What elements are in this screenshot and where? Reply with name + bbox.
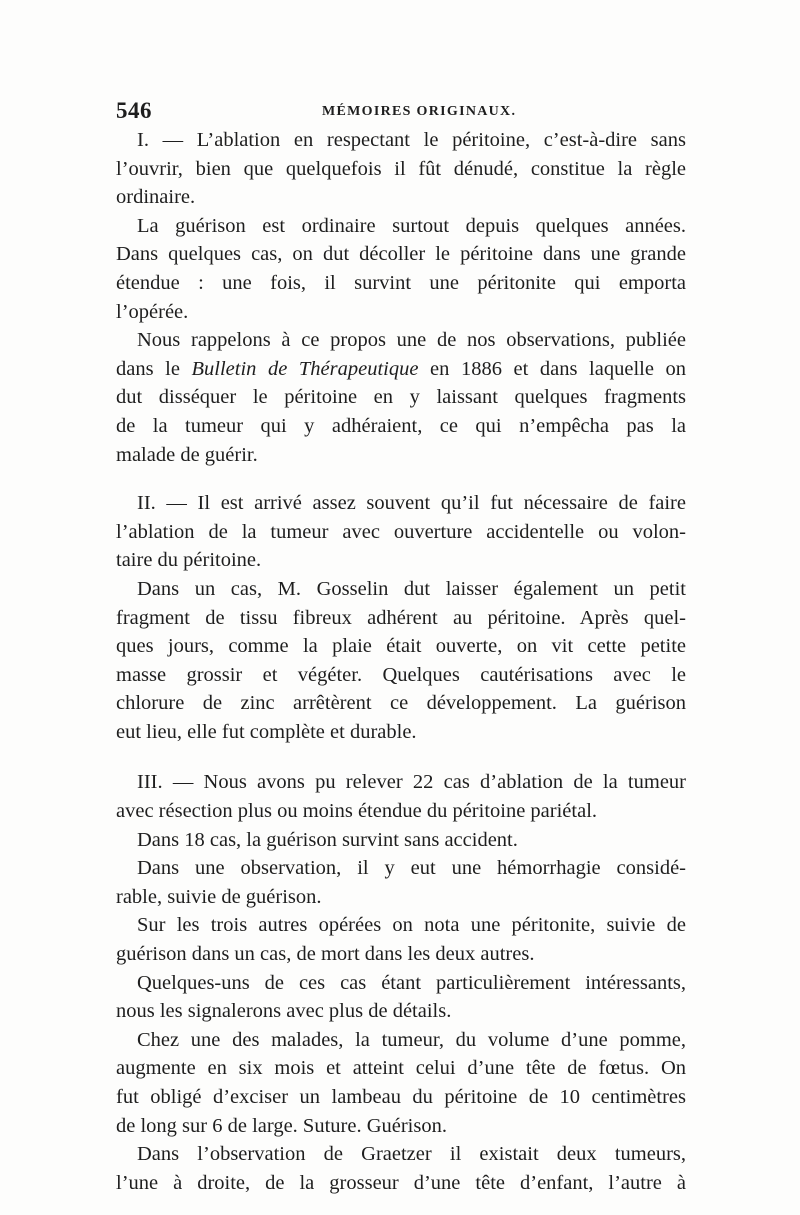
text-line: masse grossir et végéter. Quelques cautérisations avec le bbox=[116, 663, 686, 686]
text-line: eut lieu, elle fut complète et durable. bbox=[116, 720, 417, 743]
text-line: Dans 18 cas, la guérison survint sans accident. bbox=[137, 828, 518, 851]
text-line-with-citation bbox=[116, 355, 686, 384]
text-line: Dans quelques cas, on dut décoller le péritoine dans une grande bbox=[116, 243, 686, 266]
journal-title: Bulletin de Thérapeutique bbox=[191, 357, 419, 380]
text-line: Dans un cas, M. Gosselin dut laisser également un petit bbox=[137, 577, 686, 600]
text-line: de la tumeur qui y adhéraient, ce qui n’empêcha pas la bbox=[116, 414, 686, 437]
paragraph-gap bbox=[116, 469, 686, 489]
text-line: II. — Il est arrivé assez souvent qu’il fut nécessaire de faire bbox=[137, 492, 686, 515]
text-line: Dans une observation, il y eut une hémorrhagie considé- bbox=[137, 857, 686, 880]
text-fragment: en 1886 et dans laquelle on bbox=[418, 357, 687, 380]
text-line: l’une à droite, de la grosseur d’une tête d’enfant, l’autre à bbox=[116, 1171, 686, 1194]
page-number: 546 bbox=[116, 98, 152, 123]
text-line: La guérison est ordinaire surtout depuis quelques années. bbox=[137, 214, 686, 237]
text-line: ordinaire. bbox=[116, 186, 196, 209]
text-line: étendue : une fois, il survint une péritonite qui emporta bbox=[116, 271, 686, 294]
text-line: ques jours, comme la plaie était ouverte, on vit cette petite bbox=[116, 635, 686, 658]
text-line: rable, suivie de guérison. bbox=[116, 885, 322, 908]
text-line: Dans l’observation de Graetzer il existait deux tumeurs, bbox=[137, 1143, 686, 1166]
text-line: Sur les trois autres opérées on nota une péritonite, suivie de bbox=[137, 914, 686, 937]
paragraph-gap bbox=[116, 746, 686, 768]
text-line: l’ouvrir, bien que quelquefois il fût dénudé, constitue la règle bbox=[116, 157, 686, 180]
page-header bbox=[116, 98, 686, 128]
text-line: nous les signalerons avec plus de détails. bbox=[116, 1000, 452, 1023]
text-line: I. — L’ablation en respectant le péritoine, c’est-à-dire sans bbox=[137, 129, 686, 151]
running-head: MÉMOIRES ORIGINAUX. bbox=[322, 104, 517, 119]
text-line: taire du péritoine. bbox=[116, 549, 262, 572]
text-fragment: dans le bbox=[116, 357, 192, 380]
text-line: de long sur 6 de large. Suture. Guérison. bbox=[116, 1114, 447, 1137]
text-line: dut disséquer le péritoine en y laissant quelques fragments bbox=[116, 386, 686, 409]
text-line: augmente en six mois et atteint celui d’une tête de fœtus. On bbox=[116, 1057, 686, 1080]
text-line: Quelques-uns de ces cas étant particulièrement intéressants, bbox=[137, 971, 686, 994]
text-line: chlorure de zinc arrêtèrent ce développement. La guérison bbox=[116, 692, 686, 715]
text-line: malade de guérir. bbox=[116, 443, 258, 466]
text-line: Chez une des malades, la tumeur, du volume d’une pomme, bbox=[137, 1028, 686, 1051]
text-line: fut obligé d’exciser un lambeau du péritoine de 10 centimètres bbox=[116, 1086, 686, 1108]
text-line: III. — Nous avons pu relever 22 cas d’ablation de la tumeur bbox=[137, 771, 686, 794]
text-line: fragment de tissu fibreux adhérent au péritoine. Après quel- bbox=[116, 606, 686, 629]
text-line: l’ablation de la tumeur avec ouverture accidentelle ou volon- bbox=[116, 520, 686, 543]
body-text bbox=[116, 126, 686, 1197]
text-line: guérison dans un cas, de mort dans les deux autres. bbox=[116, 943, 535, 966]
text-line: l’opérée. bbox=[116, 300, 189, 323]
text-line: avec résection plus ou moins étendue du péritoine pariétal. bbox=[116, 800, 598, 823]
text-line: Nous rappelons à ce propos une de nos observations, publiée bbox=[137, 329, 686, 352]
